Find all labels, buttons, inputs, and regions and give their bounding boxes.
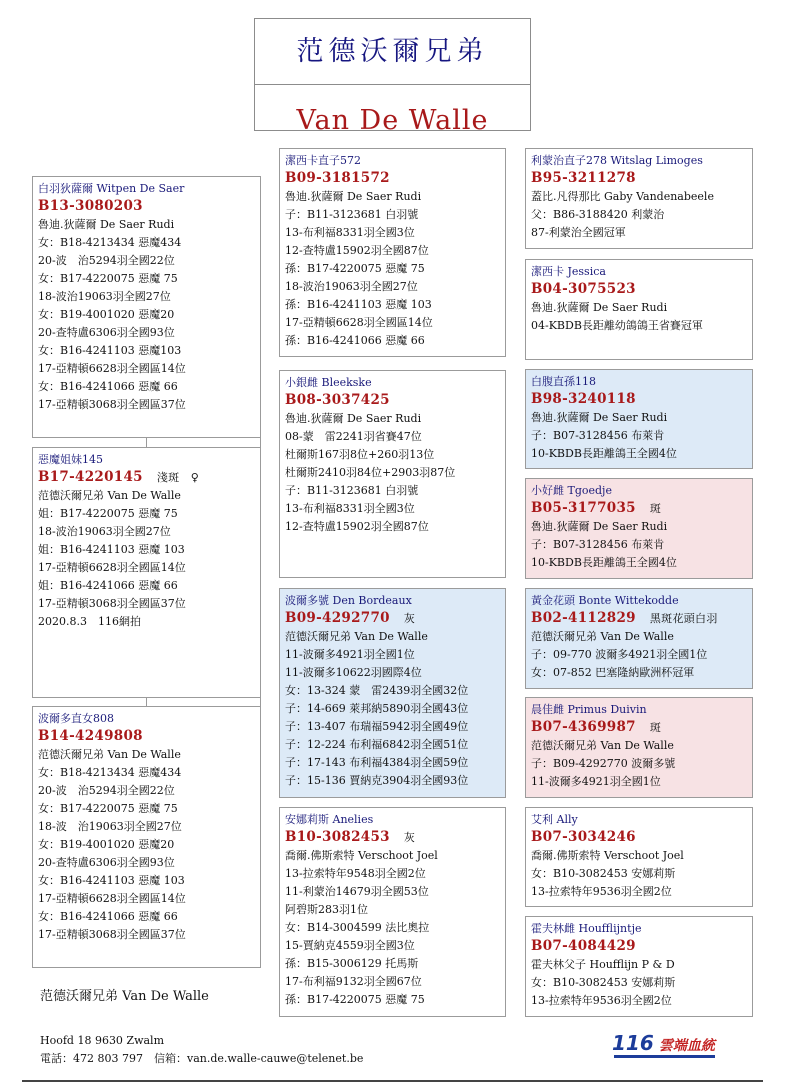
bird-name: 霍夫林雌 Houfflijntje: [531, 922, 642, 935]
ring-number-text: B17-4220145: [38, 469, 143, 485]
ring-number: [285, 391, 505, 410]
record-line: 子：B11-3123681 白羽號: [285, 484, 419, 497]
pedigree-ggs-4: [525, 807, 753, 907]
record-line: 女：13-324 蒙 雷2439羽全國32位: [285, 684, 469, 697]
record-line: 杜爾斯2410羽84位+2903羽87位: [285, 466, 456, 479]
ring-number: [531, 499, 752, 518]
record-line: 13-拉索特年9536羽全國2位: [531, 885, 672, 898]
pedigree-ggd-3: [525, 697, 753, 798]
record-line: 父：B86-3188420 利蒙治: [531, 208, 665, 221]
record-line: 2020.8.3 116網拍: [38, 615, 141, 628]
record-line: 17-亞精頓6628羽全國區14位: [38, 362, 186, 375]
record-line: 13-拉索特年9536羽全國2位: [531, 994, 672, 1007]
pedigree-grandsire-paternal: [279, 148, 506, 357]
pedigree-ggd-4: [525, 916, 753, 1017]
color-sex: 斑: [649, 502, 662, 515]
bird-name: 白羽狄薩爾 Witpen De Saer: [38, 182, 185, 195]
ring-number: [531, 828, 752, 847]
record-line: 女：B16-4241066 惡魔 66: [38, 380, 178, 393]
record-line: 20-查特盧6306羽全國93位: [38, 856, 175, 869]
ring-number: [285, 609, 505, 628]
bird-name: 白腹直孫118: [531, 375, 596, 388]
record-line: 女：B18-4213434 惡魔434: [38, 766, 182, 779]
bird-name: 惡魔姐妹145: [38, 453, 103, 466]
record-line: 17-亞精頓6628羽全國區14位: [38, 892, 186, 905]
title-english: Van De Walle: [296, 105, 489, 136]
record-line: 孫：B15-3006129 托馬斯: [285, 957, 419, 970]
record-line: 子：09-770 波爾多4921羽全國1位: [531, 648, 708, 661]
record-line: 女：B14-3004599 法比奧拉: [285, 921, 430, 934]
cloud-pedigree-logo: [612, 1031, 715, 1055]
ring-number-text: B07-4369987: [531, 719, 636, 735]
ring-number: [38, 468, 260, 487]
pedigree-ggd-1: [525, 259, 753, 360]
ring-number: [531, 169, 752, 188]
record-line: 霍夫林父子 Houfflijn P & D: [531, 958, 675, 971]
record-line: 阿碧斯283羽1位: [285, 903, 368, 916]
record-line: 女：B16-4241066 惡魔 66: [38, 910, 178, 923]
pedigree-dam: [32, 706, 261, 968]
record-line: 08-蒙 雷2241羽省賽47位: [285, 430, 422, 443]
record-line: 子：14-669 萊邦納5890羽全國43位: [285, 702, 469, 715]
ring-number: [285, 169, 505, 188]
record-line: 15-賈納克4559羽全國3位: [285, 939, 415, 952]
record-line: 17-亞精頓3068羽全國區37位: [38, 597, 186, 610]
bird-name: 波爾多直女808: [38, 712, 114, 725]
bottom-divider: [22, 1080, 763, 1082]
ring-number: [531, 280, 752, 299]
pedigree-ggs-3: [525, 588, 753, 689]
bird-name: 小好雌 Tgoedje: [531, 484, 612, 497]
record-line: 子：B11-3123681 白羽號: [285, 208, 419, 221]
record-line: 魯迪.狄薩爾 De Saer Rudi: [285, 412, 422, 425]
ring-number-text: B10-3082453: [285, 829, 390, 845]
bird-name: 艾利 Ally: [531, 813, 578, 826]
ring-number-text: B07-4084429: [531, 938, 636, 954]
record-line: 17-布利福9132羽全國67位: [285, 975, 422, 988]
color-sex: 灰: [403, 612, 416, 625]
record-line: 魯迪.狄薩爾 De Saer Rudi: [285, 190, 422, 203]
ring-number-text: B08-3037425: [285, 392, 390, 408]
bird-name: 波爾多號 Den Bordeaux: [285, 594, 412, 607]
record-line: 喬爾.佛斯索特 Verschoot Joel: [285, 849, 438, 862]
ring-number-text: B09-3181572: [285, 170, 390, 186]
ring-number-text: B04-3075523: [531, 281, 636, 297]
record-line: 魯迪.狄薩爾 De Saer Rudi: [531, 520, 668, 533]
ring-number: [38, 727, 260, 746]
pedigree-granddam-paternal: [279, 370, 506, 578]
record-line: 12-查特盧15902羽全國87位: [285, 520, 429, 533]
ring-number: [38, 197, 260, 216]
logo-text: 雲端血統: [658, 1038, 715, 1054]
record-line: 子：13-407 布瑞福5942羽全國49位: [285, 720, 469, 733]
record-line: 10-KBDB長距離鴿王全國4位: [531, 447, 677, 460]
record-line: 13-拉索特年9548羽全國2位: [285, 867, 426, 880]
bird-name: 小銀雌 Bleekske: [285, 376, 372, 389]
title-chinese: 范德沃爾兄弟: [296, 36, 489, 67]
ring-number-text: B13-3080203: [38, 198, 143, 214]
record-line: 女：B18-4213434 惡魔434: [38, 236, 182, 249]
record-line: 范德沃爾兄弟 Van De Walle: [38, 748, 181, 761]
record-line: 17-亞精頓3068羽全國區37位: [38, 398, 186, 411]
connector-line: [146, 437, 147, 447]
record-line: 17-亞精頓6628羽全國區14位: [38, 561, 186, 574]
logo-underline: [614, 1055, 715, 1058]
record-line: 10-KBDB長距離鴿王全國4位: [531, 556, 677, 569]
ring-number: [531, 609, 752, 628]
record-line: 18-波治19063羽全國27位: [38, 525, 171, 538]
record-line: 女：B10-3082453 安娜莉斯: [531, 867, 676, 880]
ring-number: [531, 937, 752, 956]
ring-number-text: B14-4249808: [38, 728, 143, 744]
record-line: 子：15-136 賈納克3904羽全國93位: [285, 774, 469, 787]
bird-name: 利蒙治直子278 Witslag Limoges: [531, 154, 703, 167]
record-line: 女：B19-4001020 惡魔20: [38, 308, 175, 321]
record-line: 13-布利福8331羽全國3位: [285, 502, 415, 515]
ring-number-text: B02-4112829: [531, 610, 636, 626]
record-line: 魯迪.狄薩爾 De Saer Rudi: [531, 301, 668, 314]
record-line: 喬爾.佛斯索特 Verschoot Joel: [531, 849, 684, 862]
record-line: 20-波 治5294羽全國22位: [38, 784, 175, 797]
record-line: 子：B09-4292770 波爾多號: [531, 757, 676, 770]
record-line: 范德沃爾兄弟 Van De Walle: [531, 630, 674, 643]
footer-brand: 范德沃爾兄弟 Van De Walle: [40, 989, 209, 1004]
ring-number-text: B09-4292770: [285, 610, 390, 626]
record-line: 11-波爾多4921羽全國1位: [531, 775, 661, 788]
record-line: 女：B17-4220075 惡魔 75: [38, 272, 178, 285]
footer-contact: 電話：472 803 797 信箱：van.de.walle-cauwe@telenet.be: [40, 1052, 364, 1065]
pedigree-ggs-2: [525, 369, 753, 469]
pedigree-grandsire-maternal: [279, 588, 506, 798]
record-line: 姐：B17-4220075 惡魔 75: [38, 507, 178, 520]
record-line: 11-波爾多4921羽全國1位: [285, 648, 415, 661]
title-divider: [255, 84, 530, 85]
record-line: 04-KBDB長距離幼鴿鴿王省賽冠軍: [531, 319, 703, 332]
pedigree-ggd-2: [525, 478, 753, 579]
color-sex: 灰: [403, 831, 416, 844]
record-line: 20-波 治5294羽全國22位: [38, 254, 175, 267]
pedigree-granddam-maternal: [279, 807, 506, 1017]
record-line: 姐：B16-4241066 惡魔 66: [38, 579, 178, 592]
record-line: 11-波爾多10622羽國際4位: [285, 666, 422, 679]
color-sex: 斑: [649, 721, 662, 734]
record-line: 女：B16-4241103 惡魔 103: [38, 874, 185, 887]
ring-number: [531, 718, 752, 737]
record-line: 范德沃爾兄弟 Van De Walle: [531, 739, 674, 752]
record-line: 子：12-224 布利福6842羽全國51位: [285, 738, 469, 751]
record-line: 子：B07-3128456 布萊肯: [531, 429, 665, 442]
ring-number: [285, 828, 505, 847]
record-line: 女：07-852 巴塞隆納歐洲杯冠軍: [531, 666, 695, 679]
record-line: 魯迪.狄薩爾 De Saer Rudi: [38, 218, 175, 231]
color-sex: 黑斑花頭白羽: [649, 612, 718, 625]
record-line: 姐：B16-4241103 惡魔 103: [38, 543, 185, 556]
ring-number-text: B98-3240118: [531, 391, 636, 407]
record-line: 女：B16-4241103 惡魔103: [38, 344, 182, 357]
record-line: 子：17-143 布利福4384羽全國59位: [285, 756, 469, 769]
record-line: 蓋比.凡得那比 Gaby Vandenabeele: [531, 190, 714, 203]
ring-number-text: B05-3177035: [531, 500, 636, 516]
bird-name: 黃金花頭 Bonte Wittekodde: [531, 594, 679, 607]
title-box: [254, 18, 531, 136]
record-line: 魯迪.狄薩爾 De Saer Rudi: [531, 411, 668, 424]
ring-number-text: B95-3211278: [531, 170, 636, 186]
record-line: 范德沃爾兄弟 Van De Walle: [38, 489, 181, 502]
record-line: 范德沃爾兄弟 Van De Walle: [285, 630, 428, 643]
record-line: 子：B07-3128456 布萊肯: [531, 538, 665, 551]
record-line: 女：B17-4220075 惡魔 75: [38, 802, 178, 815]
pedigree-subject: [32, 447, 261, 698]
record-line: 孫：B17-4220075 惡魔 75: [285, 262, 425, 275]
record-line: 女：B10-3082453 安娜莉斯: [531, 976, 676, 989]
record-line: 17-亞精頓6628羽全國區14位: [285, 316, 433, 329]
record-line: 18-波 治19063羽全國27位: [38, 820, 182, 833]
record-line: 87-利蒙治全國冠軍: [531, 226, 626, 239]
record-line: 17-亞精頓3068羽全國區37位: [38, 928, 186, 941]
record-line: 女：B19-4001020 惡魔20: [38, 838, 175, 851]
record-line: 12-查特盧15902羽全國87位: [285, 244, 429, 257]
bird-name: 潔西卡 Jessica: [531, 265, 606, 278]
color-sex: 淺斑 ♀: [156, 471, 200, 484]
footer-address: Hoofd 18 9630 Zwalm: [40, 1034, 164, 1047]
ring-number-text: B07-3034246: [531, 829, 636, 845]
record-line: 13-布利福8331羽全國3位: [285, 226, 415, 239]
record-line: 孫：B16-4241066 惡魔 66: [285, 334, 425, 347]
bird-name: 晨佳雌 Primus Duivin: [531, 703, 647, 716]
connector-line: [146, 697, 147, 706]
record-line: 孫：B16-4241103 惡魔 103: [285, 298, 432, 311]
pedigree-ggs-1: [525, 148, 753, 249]
record-line: 杜爾斯167羽8位+260羽13位: [285, 448, 435, 461]
logo-number: 116: [612, 1031, 654, 1055]
ring-number: [531, 390, 752, 409]
bird-name: 安娜莉斯 Anelies: [285, 813, 374, 826]
bird-name: 潔西卡直子572: [285, 154, 361, 167]
record-line: 18-波治19063羽全國27位: [285, 280, 418, 293]
record-line: 11-利蒙治14679羽全國53位: [285, 885, 429, 898]
record-line: 孫：B17-4220075 惡魔 75: [285, 993, 425, 1006]
pedigree-sire: [32, 176, 261, 438]
record-line: 18-波治19063羽全國27位: [38, 290, 171, 303]
record-line: 20-查特盧6306羽全國93位: [38, 326, 175, 339]
